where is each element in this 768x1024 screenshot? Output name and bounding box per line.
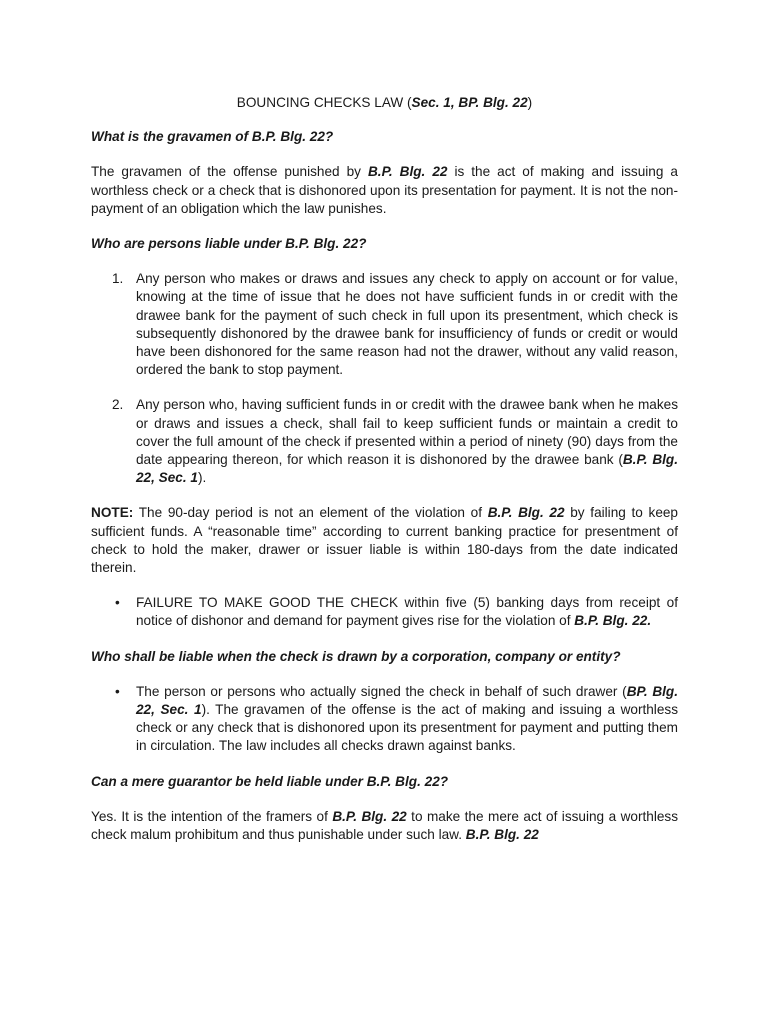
law-reference: B.P. Blg. 22, Sec. 1: [136, 452, 678, 486]
law-reference: BP. Blg. 22, Sec. 1: [136, 683, 679, 718]
paragraph-gravamen: [91, 163, 678, 218]
document-body: [91, 94, 678, 861]
bullet-list: [91, 594, 678, 630]
law-reference: B.P. Blg. 22: [332, 808, 407, 824]
numbered-list: [91, 270, 678, 487]
paragraph-text: The 90-day period is not an element of the violation of: [133, 505, 488, 521]
list-number: 1.: [112, 271, 124, 287]
paragraph-text: is the act of making and issuing a worthless check or a check that is dishonored upon its presentation for payment. It is not the non-payment of an obligation which the law punishes.: [91, 164, 678, 216]
paragraph-text: The gravamen of the offense punished by: [91, 164, 368, 180]
note-paragraph: [91, 504, 678, 577]
list-number: 2.: [112, 397, 124, 413]
title-citation: Sec. 1, BP. Blg. 22: [411, 95, 528, 110]
title-close: ): [527, 95, 533, 110]
paragraph-text: Yes. It is the intention of the framers of: [91, 808, 333, 824]
law-reference: B.P. Blg. 22.: [574, 613, 652, 629]
list-item-text: The person or persons who actually signed the check in behalf of such drawer (: [136, 683, 627, 699]
question-guarantor: Can a mere guarantor be held liable under B.P. Blg. 22?: [91, 773, 449, 789]
paragraph-text: to make the mere act of issuing a worthless check malum prohibitum and thus punishable under such law.: [91, 808, 678, 843]
bullet-icon: •: [115, 683, 120, 699]
list-item: [91, 396, 678, 487]
title-text: BOUNCING CHECKS LAW (: [236, 95, 412, 110]
law-reference: B.P. Blg. 22: [465, 827, 539, 843]
page-title: [91, 94, 678, 112]
list-item: [91, 270, 678, 379]
bullet-icon: •: [115, 595, 120, 611]
question-persons-liable: Who are persons liable under B.P. Blg. 22?: [91, 236, 367, 252]
question-corporation: Who shall be liable when the check is drawn by a corporation, company or entity?: [91, 648, 621, 664]
list-item-text: Any person who makes or draws and issues any check to apply on account or for value, knowing at the time of issue that he does not have sufficient funds in or credit with the drawee bank for the payment of such check in full upon its presentment, which check is subsequently dishonored by the drawee bank for insufficiency of funds or credit or would have been dishonored for the same reason had not the drawer, without any valid reason, ordered the bank to stop payment.: [136, 271, 678, 378]
law-reference: B.P. Blg. 22: [367, 164, 448, 180]
bullet-list: [91, 683, 678, 756]
list-item: [91, 594, 678, 630]
list-item-text: ).: [197, 470, 207, 486]
paragraph-guarantor: [91, 808, 678, 844]
paragraph-text: by failing to keep sufficient funds. A “reasonable time” according to current banking practice for presentment of check to hold the maker, drawer or issuer liable is within 180-days from the date indicated therein.: [91, 505, 678, 576]
question-gravamen: What is the gravamen of B.P. Blg. 22?: [91, 129, 334, 145]
list-item-text: Any person who, having sufficient funds in or credit with the drawee bank when he makes or draws and issues a check, shall fail to keep sufficient funds or maintain a credit to cover the full amount of the check if presented within a period of ninety (90) days from the date appearing thereon, for which reason it is dishonored by the drawee bank (: [136, 397, 678, 468]
law-reference: B.P. Blg. 22: [487, 505, 565, 521]
list-item: [91, 683, 678, 756]
note-label: NOTE:: [91, 505, 134, 521]
list-item-text: ). The gravamen of the offense is the act of making and issuing a worthless check or any check that is dishonored upon its presentment for payment and putting them in circulation. The law includes all checks drawn against banks.: [136, 702, 678, 754]
list-item-text: FAILURE TO MAKE GOOD THE CHECK within five (5) banking days from receipt of notice of dishonor and demand for payment gives rise for the violation of: [136, 595, 678, 629]
